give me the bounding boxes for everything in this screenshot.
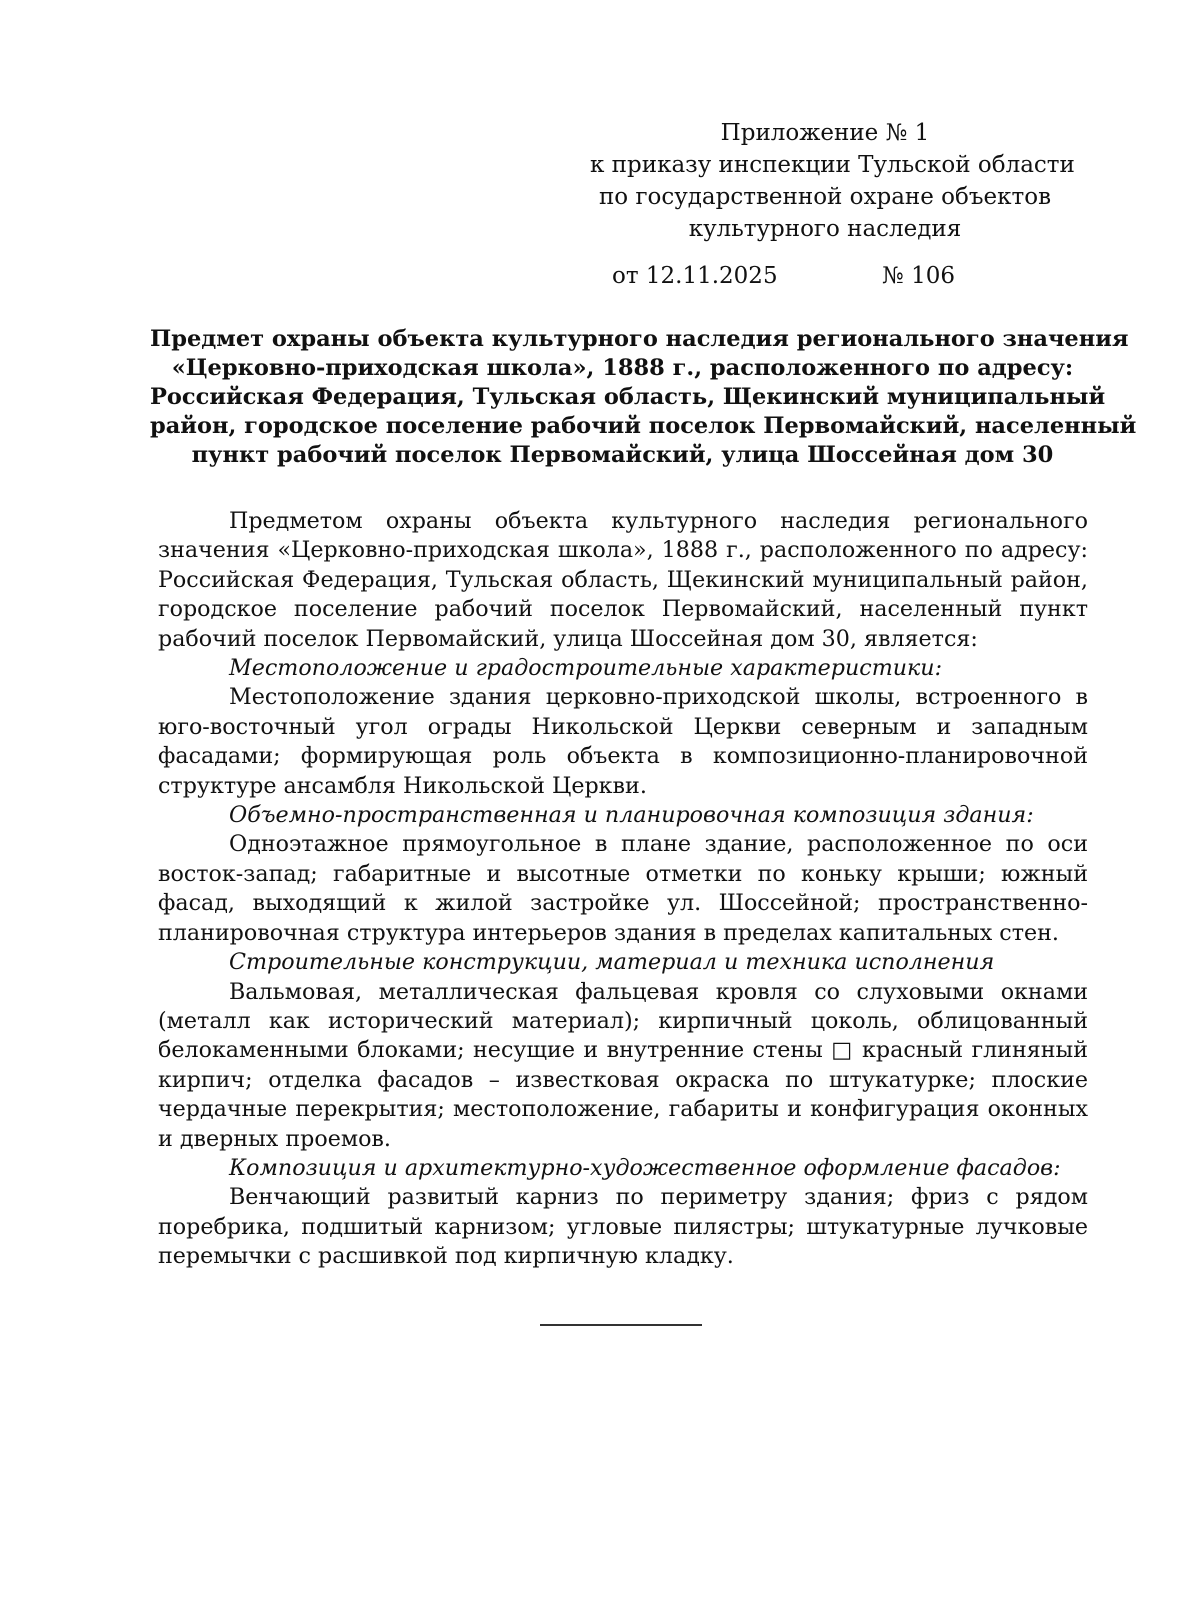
document-body xyxy=(158,507,1088,1272)
appendix-reference: по государственной охране объектов xyxy=(598,184,1052,210)
section-text: Местоположение здания церковно-приходской школы, встроенного в юго-восточный угол ограды Никольской Церкви северным и западным фасадами; формирующая роль объекта в композиционно-планировочной структуре ансамбля Никольской Церкви. xyxy=(158,684,1088,799)
title-line: пункт рабочий поселок Первомайский, улица Шоссейная дом 30 xyxy=(191,442,1054,468)
section-heading: Объемно-пространственная и планировочная композиция здания: xyxy=(229,802,1034,829)
section-heading: Композиция и архитектурно-художественное оформление фасадов: xyxy=(229,1154,1061,1181)
title-line: Российская Федерация, Тульская область, Щекинский муниципальный xyxy=(150,384,1106,410)
end-divider xyxy=(540,1324,702,1326)
order-number: № 106 xyxy=(882,263,955,289)
section-text: Венчающий развитый карниз по периметру здания; фриз с рядом поребрика, подшитый карнизом; угловые пилястры; штукатурные лучковые перемычки с расшивкой под кирпичную кладку. xyxy=(158,1184,1088,1270)
order-date: от 12.11.2025 xyxy=(612,263,778,289)
section-text: Вальмовая, металлическая фальцевая кровля со слуховыми окнами (металл как исторический материал); кирпичный цоколь, облицованный белокаменными блоками; несущие и внутренние стены □ красный глиняный кирпич; отделка фасадов – известковая окраска по штукатурке; плоские чердачные перекрытия; местоположение, габариты и конфигурация оконных и дверных проемов. xyxy=(158,978,1088,1152)
appendix-reference: культурного наследия xyxy=(688,216,962,242)
document-title xyxy=(150,325,1137,470)
appendix-title: Приложение № 1 xyxy=(720,120,930,146)
intro-paragraph: Предметом охраны объекта культурного наследия регионального значения «Церковно-приходская школа», 1888 г., расположенного по адресу: Российская Федерация, Тульская область, Щекинский муниципальный район, городское поселение рабочий поселок Первомайский, населенный пункт рабочий поселок Первомайский, улица Шоссейная дом 30, является: xyxy=(158,508,1088,652)
title-line: район, городское поселение рабочий поселок Первомайский, населенный xyxy=(150,413,1137,439)
section-text: Одноэтажное прямоугольное в плане здание, расположенное по оси восток-запад; габаритные и высотные отметки по коньку крыши; южный фасад, выходящий к жилой застройке ул. Шоссейной; пространственно-планировочная структура интерьеров здания в пределах капитальных стен. xyxy=(158,831,1088,946)
title-line: Предмет охраны объекта культурного наследия регионального значения xyxy=(150,326,1129,352)
section-heading: Строительные конструкции, материал и техника исполнения xyxy=(229,949,995,976)
appendix-reference: к приказу инспекции Тульской области xyxy=(590,152,1075,178)
title-line: «Церковно-приходская школа», 1888 г., расположенного по адресу: xyxy=(171,355,1074,381)
appendix-header xyxy=(590,117,1075,245)
section-heading: Местоположение и градостроительные характеристики: xyxy=(229,655,943,682)
